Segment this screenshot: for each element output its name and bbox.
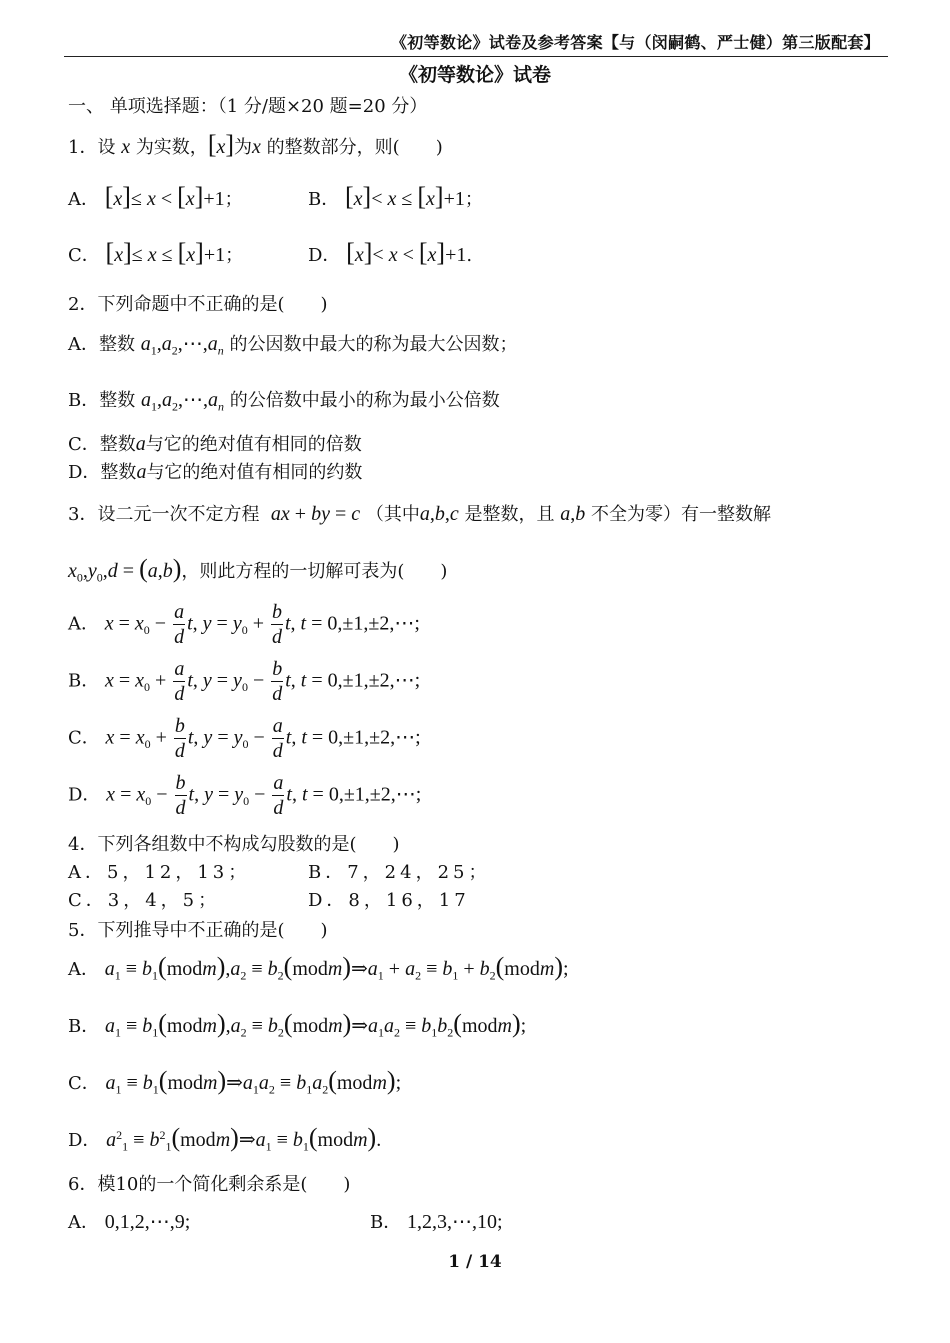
question-5-stem: 5．下列推导中不正确的是( ) (68, 920, 328, 941)
question-4-option-a: A．5，12，13； (68, 862, 251, 883)
question-3-option-d: D． $x = x_0$ − $\frac{b}{d}$ t, $y = y_0$ − $\frac{a}{d}$ t, t = 0,±1,±2,⋯; (68, 772, 422, 819)
question-1-stem: 1．设 x 为实数，[x]为x 的整数部分，则( ) (68, 130, 443, 159)
question-4-option-b: B．7，24，25； (308, 862, 491, 883)
question-2-option-a: A．整数 $a_1,a_2,\cdots,a_n$ 的公因数中最大的称为最大公因数； (68, 333, 518, 358)
question-4-stem: 4．下列各组数中不构成勾股数的是( ) (68, 834, 400, 855)
question-1-option-c: C． [x]≤ x ≤ [x]+1； (68, 238, 244, 267)
question-5-option-c: C． $a_1$ ≡ $b_1(modm)\Rightarrow a_1a_2$ ≡ $b_1a_2(modm)$; (68, 1066, 402, 1097)
question-4-option-d: D．8，16，17 (308, 890, 470, 911)
question-1-option-d: D． [x]< x < [x]+1. (308, 238, 473, 267)
question-1-option-a: A． [x]≤ x < [x]+1； (68, 182, 243, 211)
question-2-stem: 2．下列命题中不正确的是( ) (68, 294, 328, 315)
question-5-option-d: D． $a^2_1$ ≡ $b^2_1(modm)\Rightarrow a_1$ ≡ $b_1(modm)$. (68, 1123, 382, 1154)
document-series-title: 《初等数论》试卷及参考答案【与（闵嗣鹤、严士健）第三版配套】 (390, 33, 880, 52)
question-2-option-c: C．整数a与它的绝对值有相同的倍数 (68, 433, 362, 455)
question-6-option-b: B． 1,2,3,⋯,10; (370, 1211, 503, 1233)
question-3-option-c: C． $x = x_0$ + $\frac{b}{d}$ t, $y = y_0$ − $\frac{a}{d}$ t, t = 0,±1,±2,⋯; (68, 715, 421, 762)
question-3-stem-line-2: $x_0,y_0,d = (a,b)$，则此方程的一切解可表为( ) (68, 554, 448, 585)
question-4-option-c: C．3，4，5； (68, 890, 221, 911)
page-title: 《初等数论》试卷 (398, 64, 551, 86)
header-divider (64, 56, 888, 57)
question-1-option-b: B． [x]< x ≤ [x]+1； (308, 182, 483, 211)
question-3-option-a: A． $x = x_0$ − $\frac{a}{d}$ t, $y = y_0$ + $\frac{b}{d}$ t, t = 0,±1,±2,⋯; (68, 601, 420, 648)
question-3-stem-line-1: 3．设二元一次不定方程 ax + by = c （其中a,b,c 是整数，且 a,b 不全为零）有一整数解 (68, 503, 771, 525)
page-number: 1 / 14 (448, 1252, 502, 1272)
question-2-option-d: D．整数a与它的绝对值有相同的约数 (68, 461, 363, 483)
question-6-stem: 6．模10的一个简化剩余系是( ) (68, 1174, 351, 1195)
question-5-option-a: A． $a_1$ ≡ $b_1(modm),a_2$ ≡ $b_2(modm)\Rightarrow a_1 + a_2 \equiv b_1$ + $b_2(modm)$; (68, 952, 569, 983)
question-3-option-b: B． $x = x_0$ + $\frac{a}{d}$ t, $y = y_0$ − $\frac{b}{d}$ t, t = 0,±1,±2,⋯; (68, 658, 421, 705)
section-heading: 一、 单项选择题：（1 分/题×20 题=20 分） (68, 96, 428, 117)
question-2-option-b: B．整数 $a_1,a_2,\cdots,a_n$ 的公倍数中最小的称为最小公倍数 (68, 389, 500, 414)
question-5-option-b: B． $a_1$ ≡ $b_1(modm),a_2$ ≡ $b_2(modm)\Rightarrow a_1a_2$ ≡ $b_1b_2(modm)$; (68, 1009, 527, 1040)
question-6-option-a: A． 0,1,2,⋯,9; (68, 1211, 191, 1233)
